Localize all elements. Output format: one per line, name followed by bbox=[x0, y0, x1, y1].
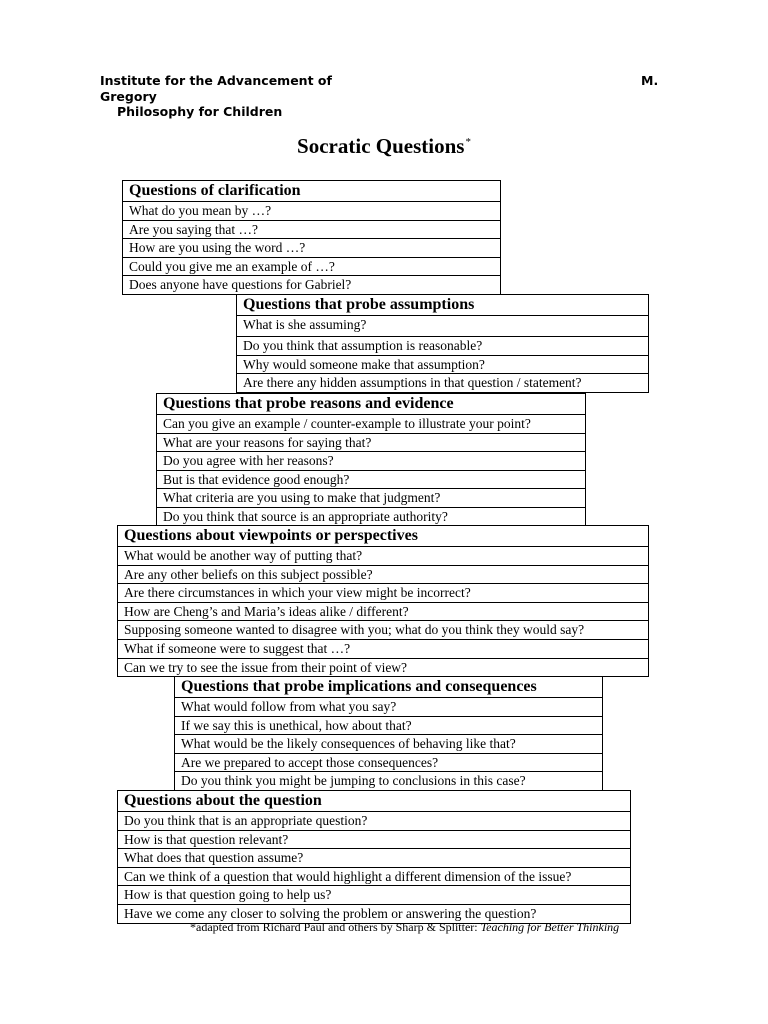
section-heading: Questions about viewpoints or perspectives bbox=[118, 526, 648, 547]
section-clarification bbox=[122, 180, 501, 295]
question-row: How is that question relevant? bbox=[118, 831, 630, 850]
question-row: Are any other beliefs on this subject possible? bbox=[118, 566, 648, 585]
question-row: How are you using the word …? bbox=[123, 239, 500, 258]
question-row: Do you think that assumption is reasonable? bbox=[237, 337, 648, 356]
author-initial: M. bbox=[641, 73, 659, 88]
question-row: Are you saying that …? bbox=[123, 221, 500, 240]
question-row: How are Cheng’s and Maria’s ideas alike / different? bbox=[118, 603, 648, 622]
question-row: What would follow from what you say? bbox=[175, 698, 602, 717]
section-reasons-evidence bbox=[156, 393, 586, 527]
section-about-question bbox=[117, 790, 631, 924]
section-viewpoints bbox=[117, 525, 649, 677]
section-heading: Questions that probe implications and consequences bbox=[175, 677, 602, 698]
question-row: What are your reasons for saying that? bbox=[157, 434, 585, 453]
question-row: Are there circumstances in which your view might be incorrect? bbox=[118, 584, 648, 603]
question-row: Does anyone have questions for Gabriel? bbox=[123, 276, 500, 295]
footnote bbox=[190, 920, 619, 935]
page-title bbox=[0, 134, 768, 159]
institute-line-1: Institute for the Advancement of bbox=[100, 73, 332, 88]
section-heading: Questions of clarification bbox=[123, 181, 500, 202]
section-implications bbox=[174, 676, 603, 791]
question-row: Do you think that is an appropriate question? bbox=[118, 812, 630, 831]
question-row: Do you think that source is an appropriate authority? bbox=[157, 508, 585, 527]
question-row: Are we prepared to accept those consequences? bbox=[175, 754, 602, 773]
question-row: What is she assuming? bbox=[237, 316, 648, 337]
section-assumptions bbox=[236, 294, 649, 393]
question-row: But is that evidence good enough? bbox=[157, 471, 585, 490]
question-row: What criteria are you using to make that judgment? bbox=[157, 489, 585, 508]
question-row: Can you give an example / counter-example to illustrate your point? bbox=[157, 415, 585, 434]
question-row: What does that question assume? bbox=[118, 849, 630, 868]
institute-line-2: Philosophy for Children bbox=[117, 104, 283, 119]
question-row: What would be another way of putting that? bbox=[118, 547, 648, 566]
question-row: What if someone were to suggest that …? bbox=[118, 640, 648, 659]
title-text: Socratic Questions bbox=[297, 134, 465, 158]
question-row: Why would someone make that assumption? bbox=[237, 356, 648, 375]
question-row: Do you think you might be jumping to conclusions in this case? bbox=[175, 772, 602, 791]
footnote-book-title: Teaching for Better Thinking bbox=[480, 920, 620, 934]
question-row: How is that question going to help us? bbox=[118, 886, 630, 905]
author-last-name: Gregory bbox=[100, 89, 157, 104]
footnote-text: *adapted from Richard Paul and others by Sharp & Splitter: bbox=[190, 920, 481, 934]
question-row: Could you give me an example of …? bbox=[123, 258, 500, 277]
question-row: Supposing someone wanted to disagree with you; what do you think they would say? bbox=[118, 621, 648, 640]
question-row: What do you mean by …? bbox=[123, 202, 500, 221]
question-row: Have we come any closer to solving the problem or answering the question? bbox=[118, 905, 630, 924]
question-row: Can we try to see the issue from their point of view? bbox=[118, 659, 648, 678]
question-row: Are there any hidden assumptions in that question / statement? bbox=[237, 374, 648, 393]
section-heading: Questions that probe assumptions bbox=[237, 295, 648, 316]
section-heading: Questions about the question bbox=[118, 791, 630, 812]
question-row: What would be the likely consequences of behaving like that? bbox=[175, 735, 602, 754]
title-footnote-mark: * bbox=[465, 136, 471, 148]
section-heading: Questions that probe reasons and evidence bbox=[157, 394, 585, 415]
question-row: Do you agree with her reasons? bbox=[157, 452, 585, 471]
question-row: If we say this is unethical, how about that? bbox=[175, 717, 602, 736]
question-row: Can we think of a question that would highlight a different dimension of the issue? bbox=[118, 868, 630, 887]
